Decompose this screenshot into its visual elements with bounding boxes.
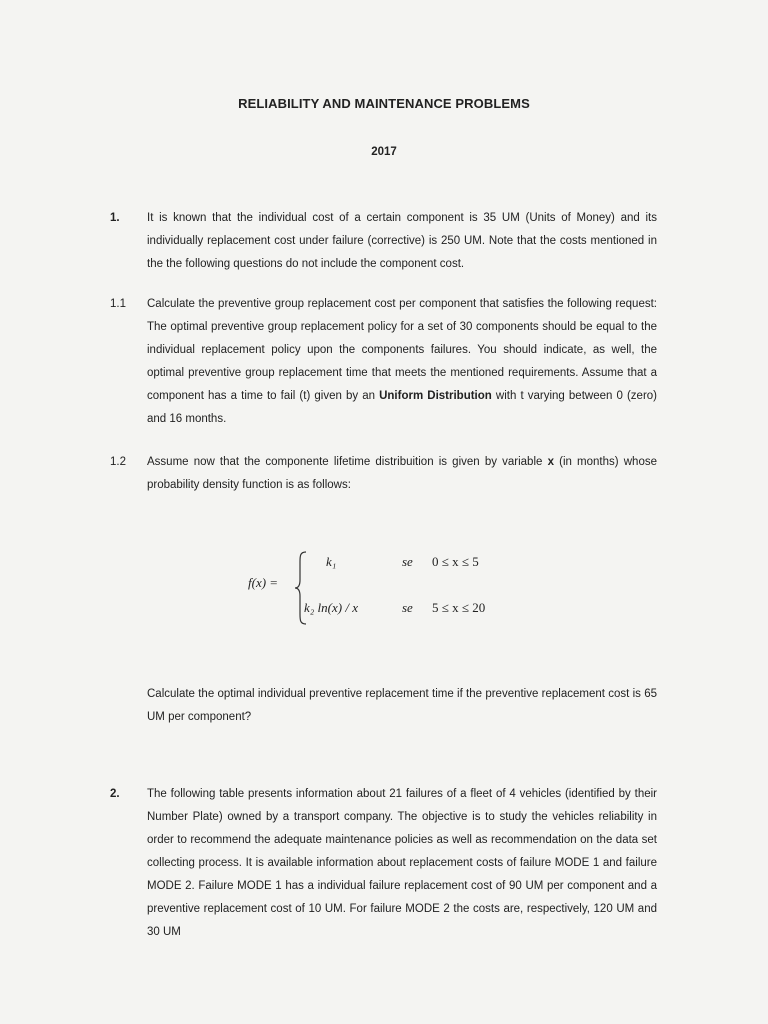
document-year: 2017	[371, 146, 397, 158]
formula-case2-word: se	[402, 600, 413, 615]
formula-case1-condition: 0 ≤ x ≤ 5	[432, 554, 479, 569]
formula-case2-expr: k₂ ln(x) / x	[304, 600, 358, 615]
uniform-distribution-term: Uniform Distribution	[379, 390, 492, 402]
formula-case1-expr: k₁	[326, 554, 337, 569]
problem-1-1-text-start: Calculate the preventive group replacement cost per component that satisfies the following request: The optimal preventive group replacement policy for a set of 30 components should be equal to the individual replacement policy upon the components failures. You should indicate, as well, the optimal preventive group replacement time that meets the mentioned requirements. Assume that a component has a time to fail (t) given by an	[147, 298, 657, 402]
formula-lhs: f(x) =	[248, 575, 279, 590]
problem-1-1-text	[147, 293, 657, 431]
problem-1-1-text-end: with t varying between 0 (zero) and 16 months.	[147, 390, 657, 425]
problem-1-2-question: Calculate the optimal individual preventive replacement time if the preventive replacement cost is 65 UM per component?	[147, 688, 657, 723]
formula-case2-condition: 5 ≤ x ≤ 20	[432, 600, 486, 615]
problem-1-text: It is known that the individual cost of a certain component is 35 UM (Units of Money) and its individually replacement cost under failure (corrective) is 250 UM. Note that the costs mentioned in the the following questions do not include the component cost.	[147, 212, 657, 270]
problem-1-2-number: 1.2	[110, 456, 126, 468]
problem-1-number: 1.	[110, 212, 120, 224]
variable-x: x	[547, 456, 554, 468]
formula-case1-word: se	[402, 554, 413, 569]
problem-1-2-text-end: (in months) whose probability density function is as follows:	[147, 456, 657, 491]
problem-1-2-text-start: Assume now that the componente lifetime distribuition is given by variable	[147, 456, 543, 468]
document-title: RELIABILITY AND MAINTENANCE PROBLEMS	[238, 96, 530, 111]
problem-2-text: The following table presents information about 21 failures of a fleet of 4 vehicles (identified by their Number Plate) owned by a transport company. The objective is to study the vehicles reliability in order to recommend the adequate maintenance policies as well as recommendation on the data set collecting process. It is available information about replacement costs of failure MODE 1 and failure MODE 2. Failure MODE 1 has a individual failure replacement cost of 90 UM per component and a preventive replacement cost of 10 UM. For failure MODE 2 the costs are, respectively, 120 UM and 30 UM	[147, 788, 657, 938]
problem-1-2-text	[147, 451, 657, 497]
problem-2-number: 2.	[110, 788, 120, 800]
pdf-formula	[244, 548, 524, 628]
problem-1-1-number: 1.1	[110, 298, 126, 310]
